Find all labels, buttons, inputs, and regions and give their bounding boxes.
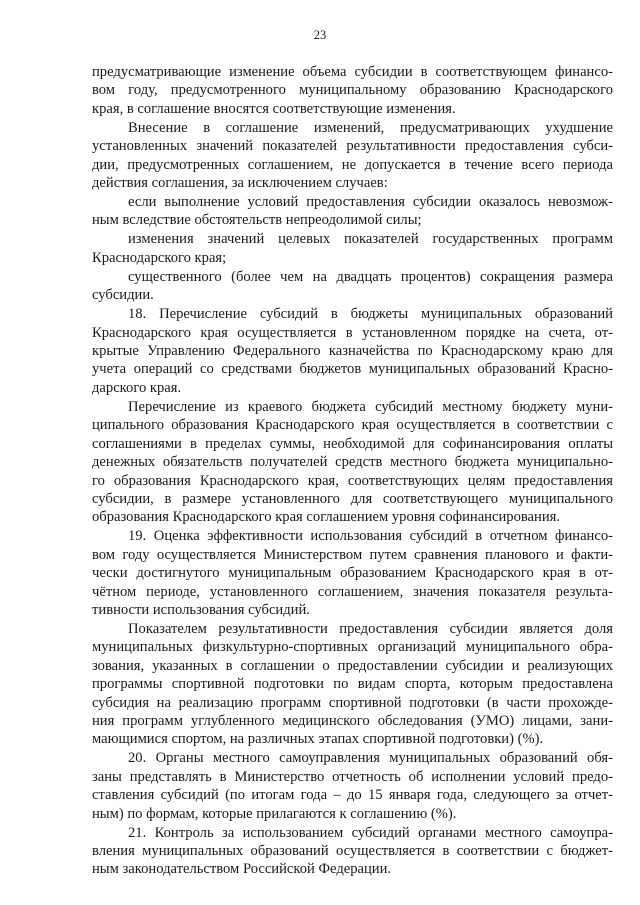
text-line: вом году осуществляется Министерством путем сравнения планового и факти- [92,546,613,563]
paragraph-transfer [92,398,613,527]
text-line: Внесение в соглашение изменений, предусматривающих ухудшение [128,119,613,136]
text-line: учета операций со средствами бюджетов муниципальных образований Красно- [92,361,613,378]
text-line: зования, указанных в соглашении о предоставлении субсидии и реализующих [92,657,613,674]
page-number: 23 [313,28,327,42]
text-line: дарского края. [92,379,182,396]
text-line: Перечисление из краевого бюджета субсидий местному бюджету муни- [128,398,613,415]
text-line: Показателем результативности предоставления субсидии является доля [128,620,613,637]
text-line: чески достигнутого муниципальным образованием Краснодарского края в от- [92,565,613,582]
text-line: мающимися спортом, на различных этапах спортивной подготовки) (%). [92,731,544,748]
text-line: программы спортивной подготовки по видам спорта, которым предоставлена [92,676,613,693]
text-line: крытые Управлению Федерального казначейства по Краснодарскому краю для [92,343,613,360]
text-line: вления муниципальных образований осуществляется в соответствии с бюджет- [92,843,613,859]
text-line: края, в соглашение вносятся соответствующие изменения. [92,100,456,117]
text-line: муниципальных физкультурно-спортивных организаций муниципального обра- [92,639,613,656]
text-line: 20. Органы местного самоуправления муниципальных образований обя- [128,750,613,767]
paragraph-item-20 [92,749,613,823]
paragraph-case-reduction [92,268,613,305]
text-line: дии, предусмотренных соглашением, не допускается в течение всего периода [92,156,613,173]
text-line: установленных значений показателей результативности предоставления субси- [92,138,613,155]
paragraph-item-18 [92,305,613,397]
text-line: соглашениями в пределах суммы, необходимой для софинансирования оплаты [92,435,613,452]
text-line: денежных обязательств получателей средств местного бюджета муниципально- [92,454,613,471]
paragraph-amendment [92,119,613,193]
text-line: Краснодарского края; [92,249,227,266]
text-line: вом году, предусмотренного муниципальному образованию Краснодарского [92,82,613,99]
text-line: ным законодательством Российской Федерации. [92,861,392,878]
text-line: чётном периоде, установленного соглашением, значения показателя результа- [92,583,613,600]
paragraph-item-21 [92,824,613,879]
text-line: если выполнение условий предоставления субсидии оказалось невозмож- [128,194,613,211]
text-line: ния программ углубленного медицинского обследования (УМО) лицами, зани- [92,712,613,729]
text-line: предусматривающие изменение объема субсидии в соответствующем финансо- [92,64,613,80]
text-line: Краснодарского края осуществляется в установленном порядке на счета, от- [92,324,613,341]
text-line: 18. Перечисление субсидий в бюджеты муниципальных образований [128,306,613,323]
text-line: 19. Оценка эффективности использования субсидий в отчетном финансо- [128,528,613,545]
paragraph-item-19 [92,527,613,619]
text-line: тивности использования субсидий. [92,601,310,618]
paragraph-continuation [92,63,613,118]
text-line: ным) по формам, которые прилагаются к соглашению (%). [92,805,457,822]
text-line: ставления субсидий (по итогам года – до 15 января года, следующего за отчет- [92,787,613,804]
text-line: изменения значений целевых показателей государственных программ [128,231,613,248]
text-line: существенного (более чем на двадцать процентов) сокращения размера [128,268,613,285]
document-body [92,63,613,879]
text-line: ципального образования Краснодарского края осуществляется в соответствии с [92,417,613,434]
text-line: субсидии, в размере установленного для соответствующего муниципального [92,490,613,507]
text-line: заны представлять в Министерство отчетность об исполнении условий предо- [92,768,613,785]
text-line: образования Краснодарского края соглашением уровня софинансирования. [92,509,561,526]
text-line: субсидии. [92,287,154,304]
text-line: субсидия на реализацию программ спортивной подготовки (в части прохожде- [92,694,613,711]
paragraph-case-indicators [92,230,613,267]
text-line: действия соглашения, за исключением случаев: [92,175,388,192]
text-line: го образования Краснодарского края, соответствующих целям предоставления [92,472,613,489]
paragraph-indicator [92,620,613,749]
text-line: 21. Контроль за использованием субсидий органами местного самоупра- [128,824,613,841]
paragraph-case-force-majeure [92,193,613,230]
text-line: ным вследствие обстоятельств непреодолимой силы; [92,212,422,229]
